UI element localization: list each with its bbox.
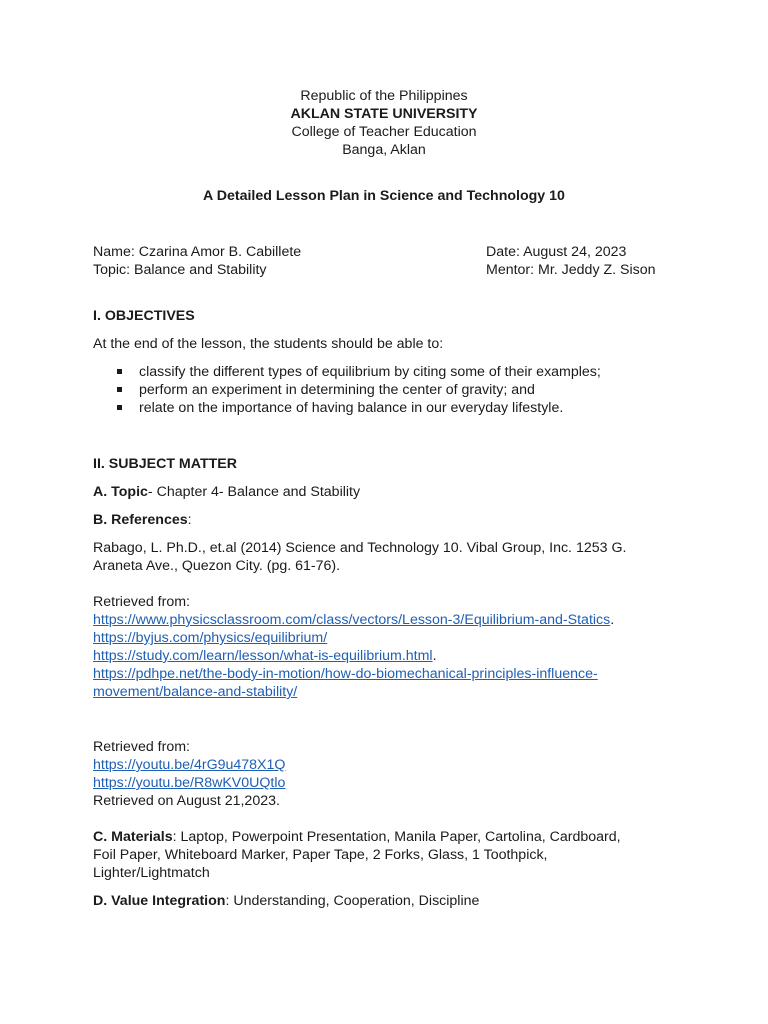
retrieved-from-label: Retrieved from: — [93, 739, 190, 755]
link-pdhpe[interactable]: https://pdhpe.net/the-body-in-motion/how-do-biomechanical-principles-influence- — [93, 666, 598, 682]
info-topic: Topic: Balance and Stability — [93, 262, 267, 278]
materials-row — [93, 828, 621, 846]
header-location: Banga, Aklan — [342, 142, 426, 158]
link-byjus[interactable]: https://byjus.com/physics/equilibrium/ — [93, 630, 328, 646]
value-integration-row — [93, 892, 479, 910]
retrieved-from-label: Retrieved from: — [93, 594, 190, 610]
references-colon: : — [187, 512, 192, 528]
link-row — [93, 665, 598, 683]
header-republic: Republic of the Philippines — [300, 88, 468, 104]
link-physicsclassroom[interactable]: https://www.physicsclassroom.com/class/vectors/Lesson-3/Equilibrium-and-Statics — [93, 612, 611, 628]
link-row — [93, 683, 297, 701]
objective-item: perform an experiment in determining the center of gravity; and — [139, 382, 535, 398]
info-date: Date: August 24, 2023 — [486, 244, 627, 260]
link-row — [93, 647, 437, 665]
link-youtube-2[interactable]: https://youtu.be/R8wKV0UQtlo — [93, 775, 286, 791]
header-university: AKLAN STATE UNIVERSITY — [290, 106, 478, 122]
materials-line3: Lighter/Lightmatch — [93, 865, 210, 881]
link-row — [93, 611, 614, 629]
value-integration-value: : Understanding, Cooperation, Discipline — [225, 893, 480, 909]
link-study[interactable]: https://study.com/learn/lesson/what-is-equilibrium.html — [93, 648, 433, 664]
subject-matter-heading: II. SUBJECT MATTER — [93, 456, 237, 472]
references-row — [93, 511, 192, 529]
link-row — [93, 774, 285, 792]
link-period: . — [610, 612, 615, 628]
objectives-intro: At the end of the lesson, the students should be able to: — [93, 336, 444, 352]
references-label: B. References — [93, 512, 188, 528]
materials-label: C. Materials — [93, 829, 173, 845]
info-mentor: Mentor: Mr. Jeddy Z. Sison — [486, 262, 656, 278]
objectives-heading: I. OBJECTIVES — [93, 308, 195, 324]
bullet-icon — [117, 369, 122, 374]
document-title: A Detailed Lesson Plan in Science and Technology 10 — [203, 188, 565, 204]
materials-line2: Foil Paper, Whiteboard Marker, Paper Tape, 2 Forks, Glass, 1 Toothpick, — [93, 847, 548, 863]
topic-label: A. Topic — [93, 484, 148, 500]
header-college: College of Teacher Education — [291, 124, 477, 140]
materials-line1: : Laptop, Powerpoint Presentation, Manila Paper, Cartolina, Cardboard, — [172, 829, 621, 845]
value-integration-label: D. Value Integration — [93, 893, 226, 909]
link-youtube-1[interactable]: https://youtu.be/4rG9u478X1Q — [93, 757, 286, 773]
reference-citation-line1: Rabago, L. Ph.D., et.al (2014) Science and Technology 10. Vibal Group, Inc. 1253 G. — [93, 540, 627, 556]
link-pdhpe-continued[interactable]: movement/balance-and-stability/ — [93, 684, 298, 700]
topic-value: - Chapter 4- Balance and Stability — [147, 484, 361, 500]
reference-citation-line2: Araneta Ave., Quezon City. (pg. 61-76). — [93, 558, 341, 574]
link-period: . — [432, 648, 437, 664]
retrieved-on: Retrieved on August 21,2023. — [93, 793, 280, 809]
link-row — [93, 629, 327, 647]
info-name: Name: Czarina Amor B. Cabillete — [93, 244, 302, 260]
objective-item: relate on the importance of having balance in our everyday lifestyle. — [139, 400, 564, 416]
objective-item: classify the different types of equilibrium by citing some of their examples; — [139, 364, 601, 380]
bullet-icon — [117, 405, 122, 410]
topic-row — [93, 483, 360, 501]
bullet-icon — [117, 387, 122, 392]
link-row — [93, 756, 285, 774]
